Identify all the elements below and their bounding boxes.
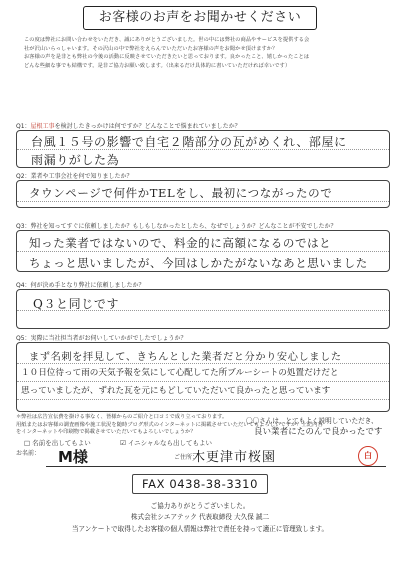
intro-line: どんな些細な事でも結構です。是非ご協力お願い致します。（出来るだけ具体的に書いていただければ幸いです） <box>24 62 291 69</box>
q5-answer-line: １０日位待って雨の天気予報を気にして心配してた所ブルーシートの処置だけだと <box>21 368 339 378</box>
name-label: お名前： <box>16 450 41 457</box>
intro-line: この度は弊社にお問い合わせをいただき、誠にありがとうございました。世の中には弊社の商品やサービスを提供する会 <box>24 37 310 43</box>
fax-number: FAX 0438-38-3310 <box>132 474 268 494</box>
customer-name: M様 <box>58 448 88 466</box>
q4-answer-box <box>16 289 390 329</box>
q3-label: Q3：弊社を知ってすぐに依頼しましたか？もしもしなかったとしたら、なぜでしょうか？どんなことが不安でしたか？ <box>16 223 337 230</box>
q5-answer-line: 〇〇さんは、とてもよく説明していただき、 <box>246 417 378 425</box>
q5-answer-box <box>16 342 390 412</box>
q3-answer-line: 知った業者ではないので、料金的に高額になるのではと <box>29 236 332 250</box>
intro-line: お客様の声を是非とも弊社の今後の活動に反映させていただきたいと思っております。良かったこと、嬉しかったことは <box>24 54 310 61</box>
q1-label <box>16 121 241 130</box>
q2-answer-box <box>16 180 390 208</box>
q3-answer-box <box>16 230 390 272</box>
seal-stamp: 白 <box>358 446 378 466</box>
q5-label: Q5：実際に当社担当者がお伺いしていかがでしたでしょうか？ <box>16 335 187 342</box>
q4-label: Q4：何が決め手となり弊社に依頼しましたか？ <box>16 282 145 289</box>
q1-highlight: 屋根工事 <box>30 123 55 130</box>
intro-text <box>24 36 384 70</box>
footer-privacy: 当アンケートで取得したお客様の個人情報は弊社で責任を持って適正に管理致します。 <box>71 525 329 533</box>
q1-answer-line: 雨漏りがした為 <box>31 153 120 167</box>
q5-answer-line: まず名刺を拝見して、きちんとした業者だと分かり安心しました <box>29 352 342 363</box>
consent-option-initial[interactable]: ☑ イニシャルなら出してもよい <box>120 439 213 447</box>
q1-answer-box <box>16 130 390 168</box>
customer-info-row <box>16 446 390 472</box>
q3-answer-line: ちょっと思いましたが、今回はしかたがないなあと思いました <box>29 256 368 270</box>
customer-address: 木更津市桜園 <box>192 450 277 465</box>
q1-prefix: Q1： <box>16 123 31 130</box>
note-line: ＊弊社は広告宣伝費を掛ける事なく、皆様からのご紹介と口コミで成り立っております。 <box>16 414 228 420</box>
note-line: 用紙またはお客様の調査画像や施工状況を随時ブログ形式のインターネットに掲載させていただいてもよろしいですか？上記内容 <box>16 421 323 428</box>
note-line: をインターネットや印刷物で掲載させていただいてもよろしいでしょうか？ <box>16 429 196 436</box>
q1-answer-line: 台風１５号の影響で自宅２階部分の瓦がめくれ、部屋に <box>31 135 347 149</box>
consent-option-name[interactable]: □ 名前を出してもよい <box>24 439 91 447</box>
q5-answer-line: 思っていましたが、ずれた瓦を元にもどしていただいて良かったと思っています <box>21 386 331 396</box>
footer-company: 株式会社シエアテック 代表取締役 大久保 誠二 <box>130 513 270 521</box>
q2-answer-line: タウンページで何件かTELをし、最初につながったので <box>29 186 333 200</box>
page-title: お客様のお声をお聞かせください <box>83 6 317 30</box>
q2-label: Q2：業者や工事会社を何で知りましたか？ <box>16 173 133 180</box>
footer-thanks: ご協力ありがとうございました。 <box>150 502 250 510</box>
q5-answer-line: 良い業者にたのんで良かったです <box>254 426 383 436</box>
intro-line: 社が沢山いらっしゃいます。その沢山の中で弊社をえらんでいただいたお客様の声をお聞かせ頂けますか？ <box>24 45 278 52</box>
q1-rest: を検討したきっかけは何ですか？どんなことで悩まれていましたか？ <box>54 123 241 130</box>
q4-answer-line: Q３と同じです <box>33 297 120 311</box>
address-label: ご住所： <box>174 454 199 461</box>
